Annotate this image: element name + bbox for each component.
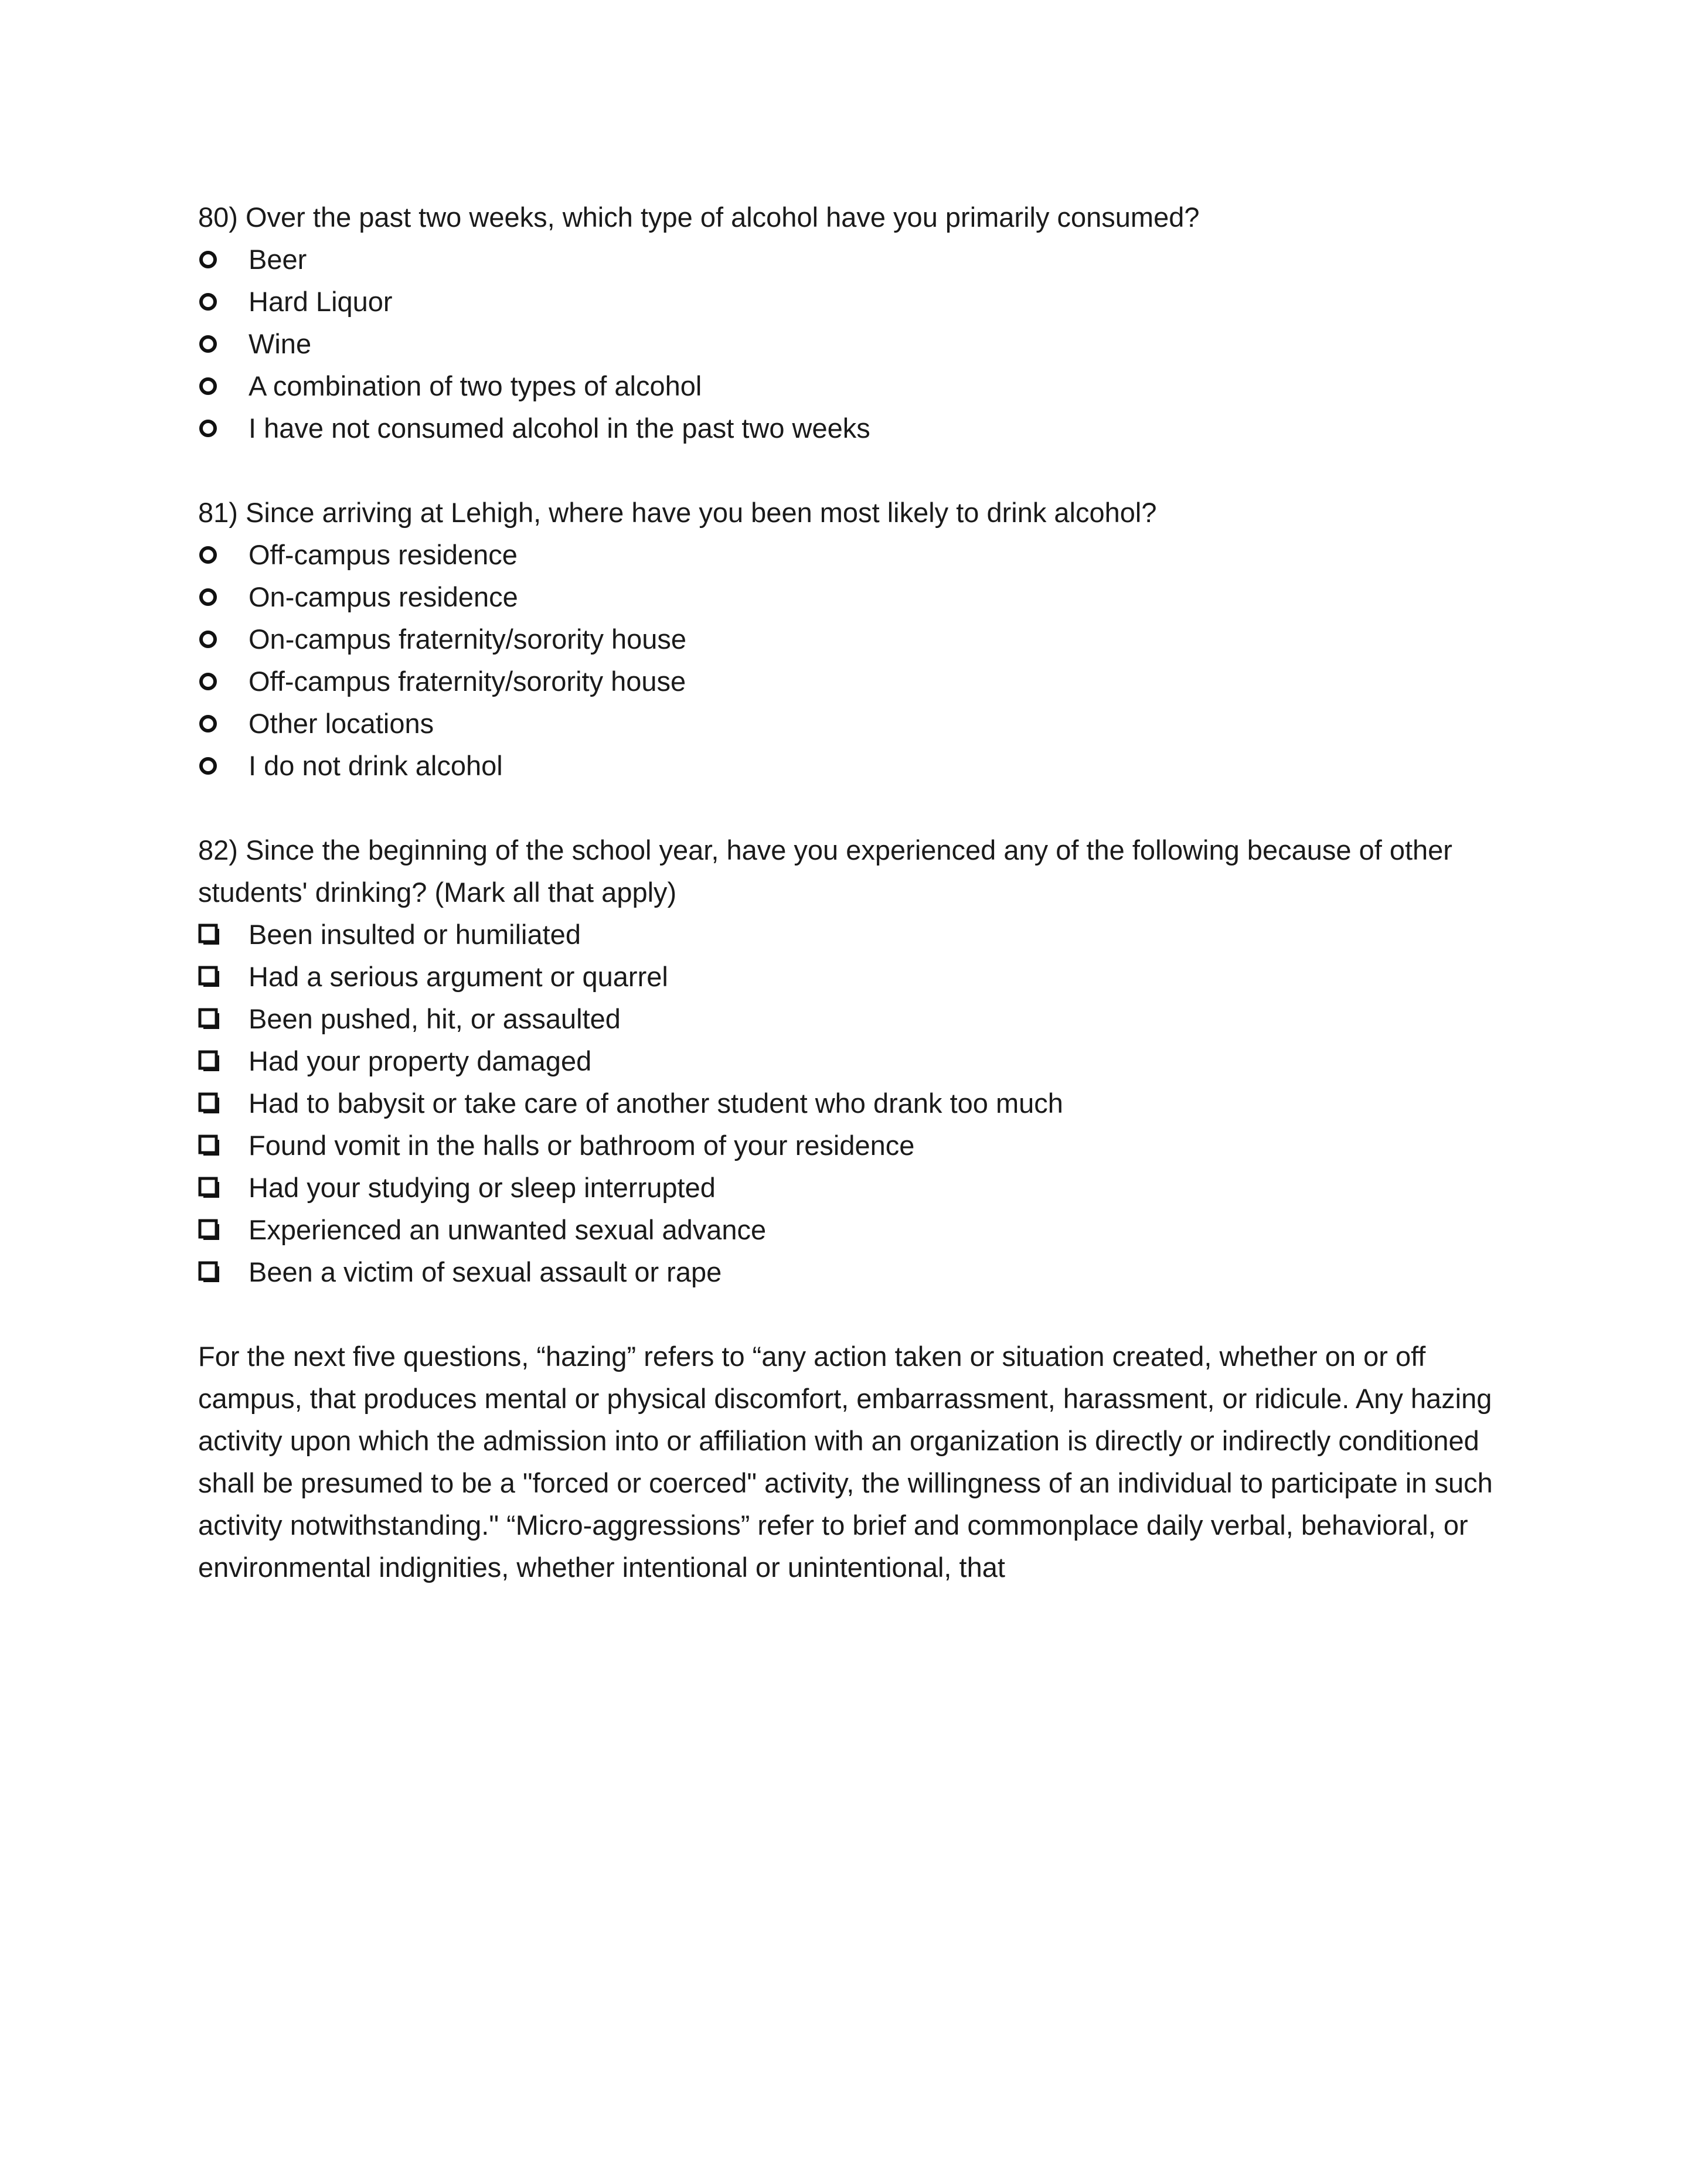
option-label: I do not drink alcohol [249, 750, 503, 781]
question-82-option[interactable] [198, 956, 1505, 998]
option-label: On-campus residence [249, 581, 518, 612]
checkbox-square-icon[interactable] [198, 1092, 249, 1115]
option-label: Experienced an unwanted sexual advance [249, 1214, 767, 1245]
checkbox-square-icon[interactable] [198, 1177, 249, 1199]
option-label: Been a victim of sexual assault or rape [249, 1256, 722, 1287]
radio-circle-icon[interactable] [198, 672, 249, 691]
radio-circle-icon[interactable] [198, 334, 249, 354]
radio-circle-icon[interactable] [198, 714, 249, 734]
question-82-options [198, 914, 1505, 1293]
checkbox-square-icon[interactable] [198, 1219, 249, 1241]
radio-circle-icon[interactable] [198, 418, 249, 438]
option-label: Off-campus residence [249, 539, 518, 570]
checkbox-square-icon[interactable] [198, 1050, 249, 1072]
checkbox-square-icon[interactable] [198, 1008, 249, 1030]
question-81-text: 81) Since arriving at Lehigh, where have you been most likely to drink alcohol? [198, 497, 1157, 528]
option-label: A combination of two types of alcohol [249, 370, 702, 401]
radio-circle-icon[interactable] [198, 587, 249, 607]
option-label: Hard Liquor [249, 286, 393, 317]
option-label: Found vomit in the halls or bathroom of your residence [249, 1130, 915, 1161]
question-82-option[interactable] [198, 1209, 1505, 1251]
option-label: Had a serious argument or quarrel [249, 961, 668, 992]
radio-circle-icon[interactable] [198, 545, 249, 565]
question-82-option[interactable] [198, 1040, 1505, 1082]
question-80-text: 80) Over the past two weeks, which type of alcohol have you primarily consumed? [198, 202, 1200, 233]
question-82-option[interactable] [198, 1082, 1505, 1125]
option-label: Had to babysit or take care of another student who drank too much [249, 1088, 1063, 1119]
question-81-option[interactable] [198, 576, 1505, 618]
question-80-options [198, 238, 1505, 449]
question-80-option[interactable] [198, 238, 1505, 281]
checkbox-square-icon[interactable] [198, 1261, 249, 1283]
question-82-option[interactable] [198, 1125, 1505, 1167]
question-80-option[interactable] [198, 323, 1505, 365]
radio-circle-icon[interactable] [198, 292, 249, 312]
question-82-option[interactable] [198, 1251, 1505, 1293]
option-label: Other locations [249, 708, 434, 739]
option-label: Been pushed, hit, or assaulted [249, 1003, 621, 1034]
option-label: Wine [249, 328, 312, 359]
option-label: I have not consumed alcohol in the past two weeks [249, 413, 870, 444]
question-80-option[interactable] [198, 407, 1505, 449]
question-80 [198, 196, 1505, 449]
option-label: Beer [249, 244, 307, 275]
checkbox-square-icon[interactable] [198, 1134, 249, 1157]
question-81-option[interactable] [198, 745, 1505, 787]
question-82-text: 82) Since the beginning of the school year, have you experienced any of the following because of other students' drinking? (Mark all that apply) [198, 834, 1452, 908]
question-81-options [198, 534, 1505, 787]
question-80-option[interactable] [198, 365, 1505, 407]
question-81-option[interactable] [198, 703, 1505, 745]
radio-circle-icon[interactable] [198, 250, 249, 270]
radio-circle-icon[interactable] [198, 376, 249, 396]
question-82 [198, 829, 1505, 1293]
radio-circle-icon[interactable] [198, 629, 249, 649]
page-content [198, 196, 1505, 1589]
checkbox-square-icon[interactable] [198, 924, 249, 946]
question-82-option[interactable] [198, 914, 1505, 956]
question-80-option[interactable] [198, 281, 1505, 323]
question-81 [198, 492, 1505, 787]
option-label: Been insulted or humiliated [249, 919, 581, 950]
option-label: Had your studying or sleep interrupted [249, 1172, 716, 1203]
question-81-option[interactable] [198, 534, 1505, 576]
option-label: On-campus fraternity/sorority house [249, 623, 687, 655]
checkbox-square-icon[interactable] [198, 966, 249, 988]
option-label: Had your property damaged [249, 1045, 592, 1076]
hazing-definition-paragraph: For the next five questions, “hazing” refers to “any action taken or situation created, whether on or off campus, that produces mental or physical discomfort, embarrassment, harassment, or ridicule. Any hazing activity upon which the admission into or affiliation with an organization is directly or indirectly conditioned shall be presumed to be a "forced or coerced" activity, the willingness of an individual to participate in such activity notwithstanding." “Micro-aggressions” refer to brief and commonplace daily verbal, behavioral, or environmental indignities, whether intentional or unintentional, that [198, 1341, 1493, 1583]
question-82-option[interactable] [198, 1167, 1505, 1209]
radio-circle-icon[interactable] [198, 756, 249, 776]
question-81-option[interactable] [198, 660, 1505, 703]
option-label: Off-campus fraternity/sorority house [249, 666, 686, 697]
question-81-option[interactable] [198, 618, 1505, 660]
question-82-option[interactable] [198, 998, 1505, 1040]
